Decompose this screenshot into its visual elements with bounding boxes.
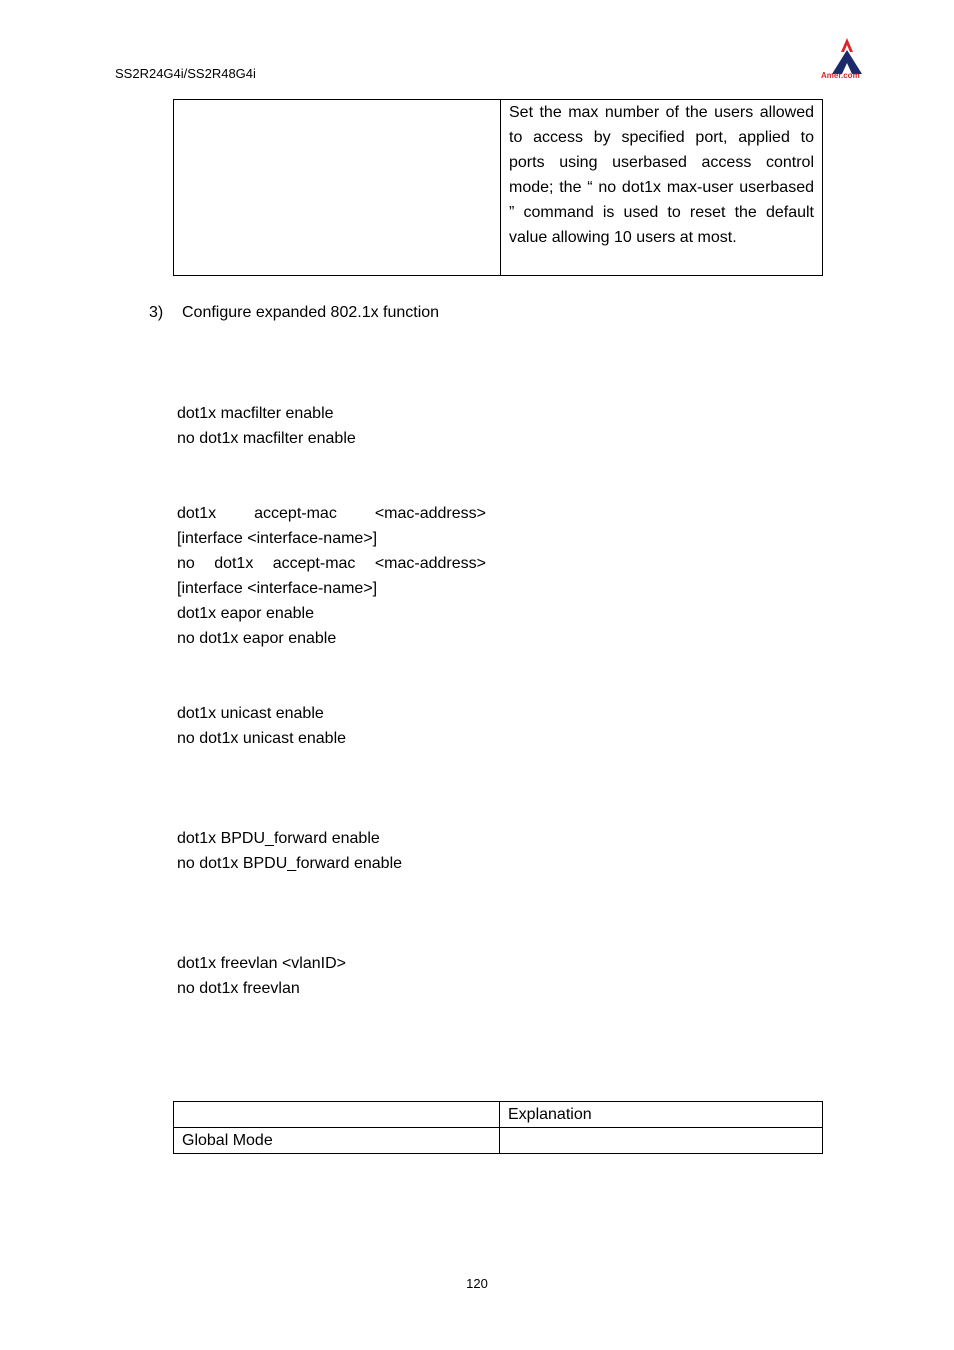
command-line: dot1x macfilter enable	[177, 405, 334, 422]
command-line-no-accept-mac	[177, 551, 486, 576]
command-description-table-top	[173, 99, 823, 276]
command-word: no	[177, 555, 195, 572]
command-line: no dot1x freevlan	[177, 980, 300, 997]
command-line: dot1x eapor enable	[177, 605, 314, 622]
table-row	[174, 100, 823, 276]
page-number: 120	[466, 1276, 488, 1291]
command-line: no dot1x BPDU_forward enable	[177, 855, 403, 872]
table-cell-description: Set the max number of the users allowed to access by specified port, applied to ports using userbased access control mode; the “ no dot1x max-user userbased ” command is used to reset the default value allowing 10 users at most.	[501, 100, 823, 276]
table-cell-explanation	[500, 1128, 823, 1154]
command-line: no dot1x macfilter enable	[177, 430, 356, 447]
table-header-row	[174, 1102, 823, 1128]
table-cell-mode: Global Mode	[174, 1128, 500, 1154]
logo-text: Amer.com	[821, 71, 860, 80]
table-header-command	[174, 1102, 500, 1128]
table-row	[174, 1128, 823, 1154]
command-word: <mac-address>	[374, 555, 486, 572]
section-title: Configure expanded 802.1x function	[182, 304, 440, 321]
command-line: dot1x BPDU_forward enable	[177, 830, 380, 847]
command-word: <mac-address>	[374, 505, 486, 522]
command-line: [interface <interface-name>]	[177, 530, 378, 547]
table-cell-command	[174, 100, 501, 276]
section-heading	[149, 302, 439, 324]
command-line: [interface <interface-name>]	[177, 580, 378, 597]
command-word: dot1x	[214, 555, 254, 572]
amer-logo-icon	[818, 36, 876, 80]
command-word: accept-mac	[254, 505, 337, 522]
section-number: 3)	[149, 304, 164, 321]
command-word: accept-mac	[272, 555, 356, 572]
command-line: dot1x freevlan <vlanID>	[177, 955, 346, 972]
table-header-explanation: Explanation	[500, 1102, 823, 1128]
header-model-name: SS2R24G4i/SS2R48G4i	[115, 66, 256, 81]
logo-red-peak	[841, 38, 853, 52]
command-line: no dot1x eapor enable	[177, 630, 337, 647]
command-word: dot1x	[177, 505, 217, 522]
command-line: no dot1x unicast enable	[177, 730, 347, 747]
command-line: dot1x unicast enable	[177, 705, 324, 722]
command-line-accept-mac	[177, 501, 486, 526]
command-explanation-table	[173, 1101, 823, 1154]
